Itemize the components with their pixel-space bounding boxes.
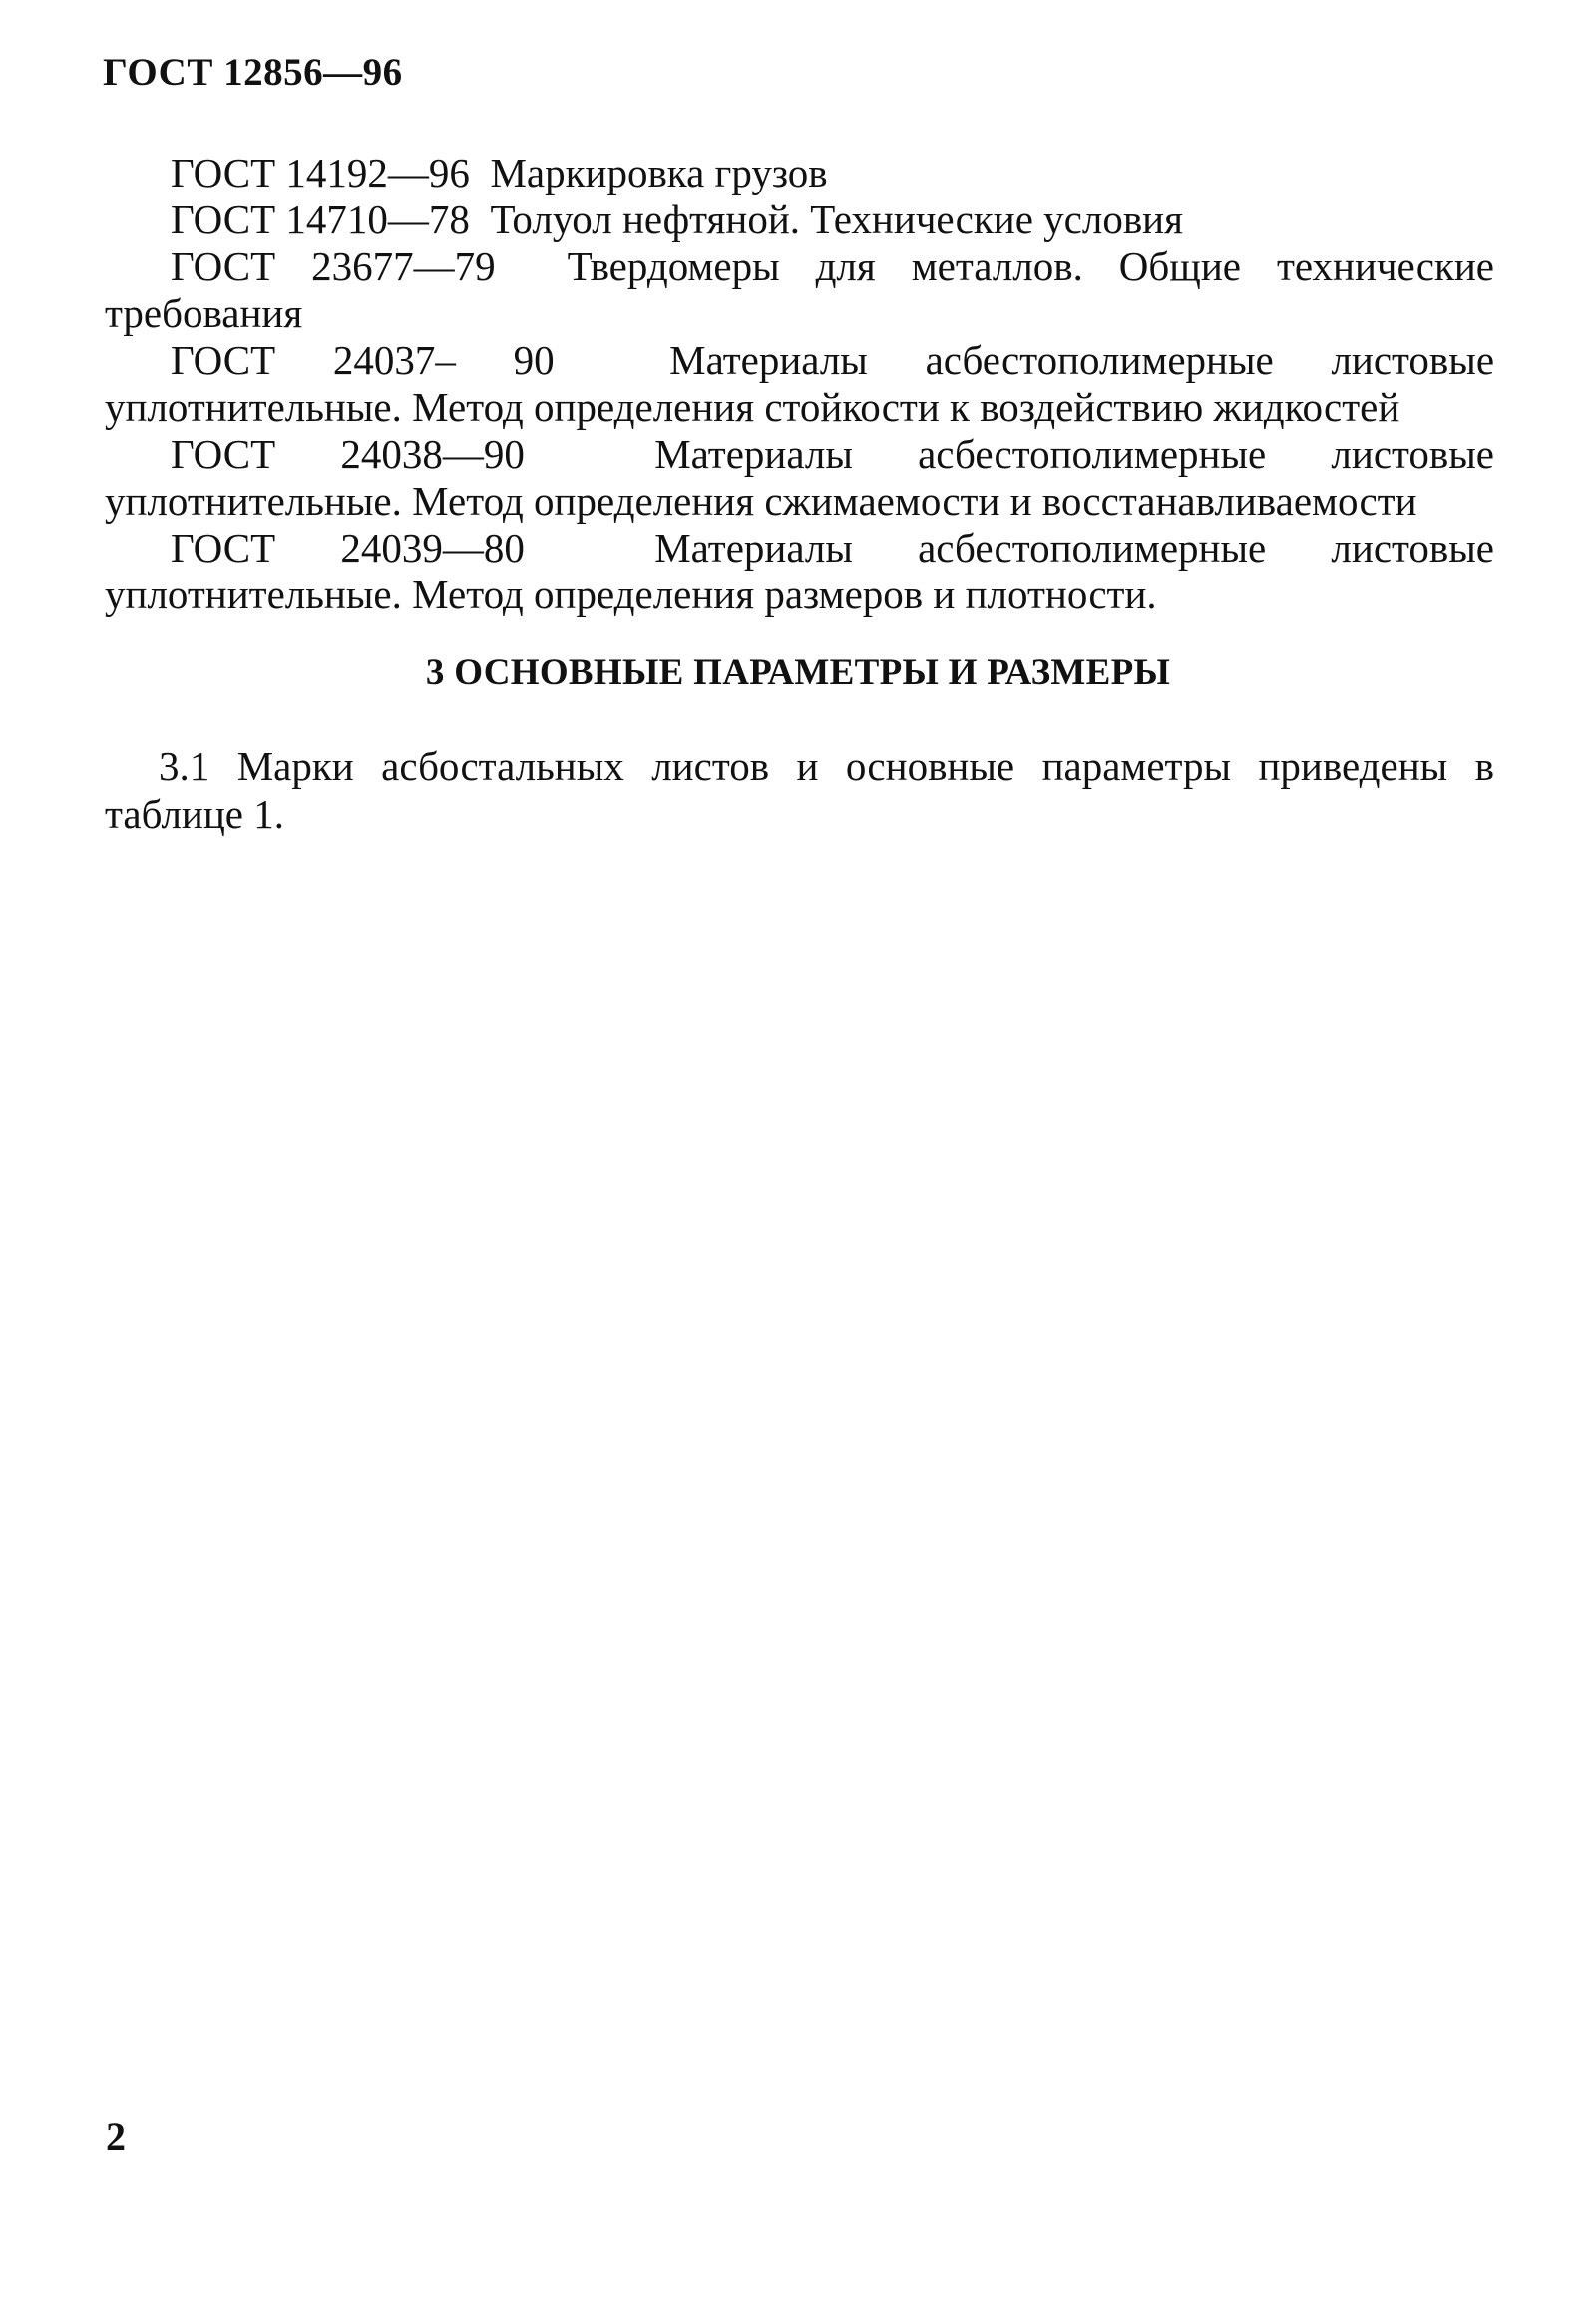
section-heading: 3 ОСНОВНЫЕ ПАРАМЕТРЫ И РАЗМЕРЫ (425, 652, 1171, 693)
reference-code: ГОСТ 14710—78 (171, 196, 470, 242)
document-header-id: ГОСТ 12856—96 (103, 51, 403, 94)
reference-code: ГОСТ 23677—79 (171, 243, 496, 289)
reference-title: Материалы асбестополимерные листовые уплотнительные. Метод определения стойкости к воздействию жидкостей (105, 337, 1495, 430)
reference-title: Материалы асбестополимерные листовые уплотнительные. Метод определения размеров и плотности. (105, 525, 1495, 617)
reference-title: Твердомеры для металлов. Общие технические требования (105, 243, 1494, 336)
section-paragraph: 3.1 Марки асбостальных листов и основные параметры приведены в таблице 1. (105, 743, 1494, 837)
reference-entry (105, 431, 1494, 525)
reference-entry (105, 243, 1494, 337)
reference-entry (105, 525, 1494, 618)
reference-entry (105, 196, 1494, 243)
reference-title: Толуол нефтяной. Технические условия (490, 196, 1183, 242)
reference-title: Маркировка грузов (490, 150, 828, 195)
reference-title: Материалы асбестополимерные листовые уплотнительные. Метод определения сжимаемости и восстанавливаемости (105, 431, 1495, 524)
page-number: 2 (106, 2114, 126, 2159)
normative-references-list (105, 150, 1494, 618)
reference-entry (105, 150, 1494, 196)
reference-code: ГОСТ 24038—90 (171, 431, 525, 477)
reference-code: ГОСТ 24039—80 (171, 525, 525, 571)
reference-code: ГОСТ 14192—96 (171, 150, 470, 195)
reference-entry (105, 337, 1494, 431)
reference-code: ГОСТ 24037– 90 (171, 337, 555, 383)
